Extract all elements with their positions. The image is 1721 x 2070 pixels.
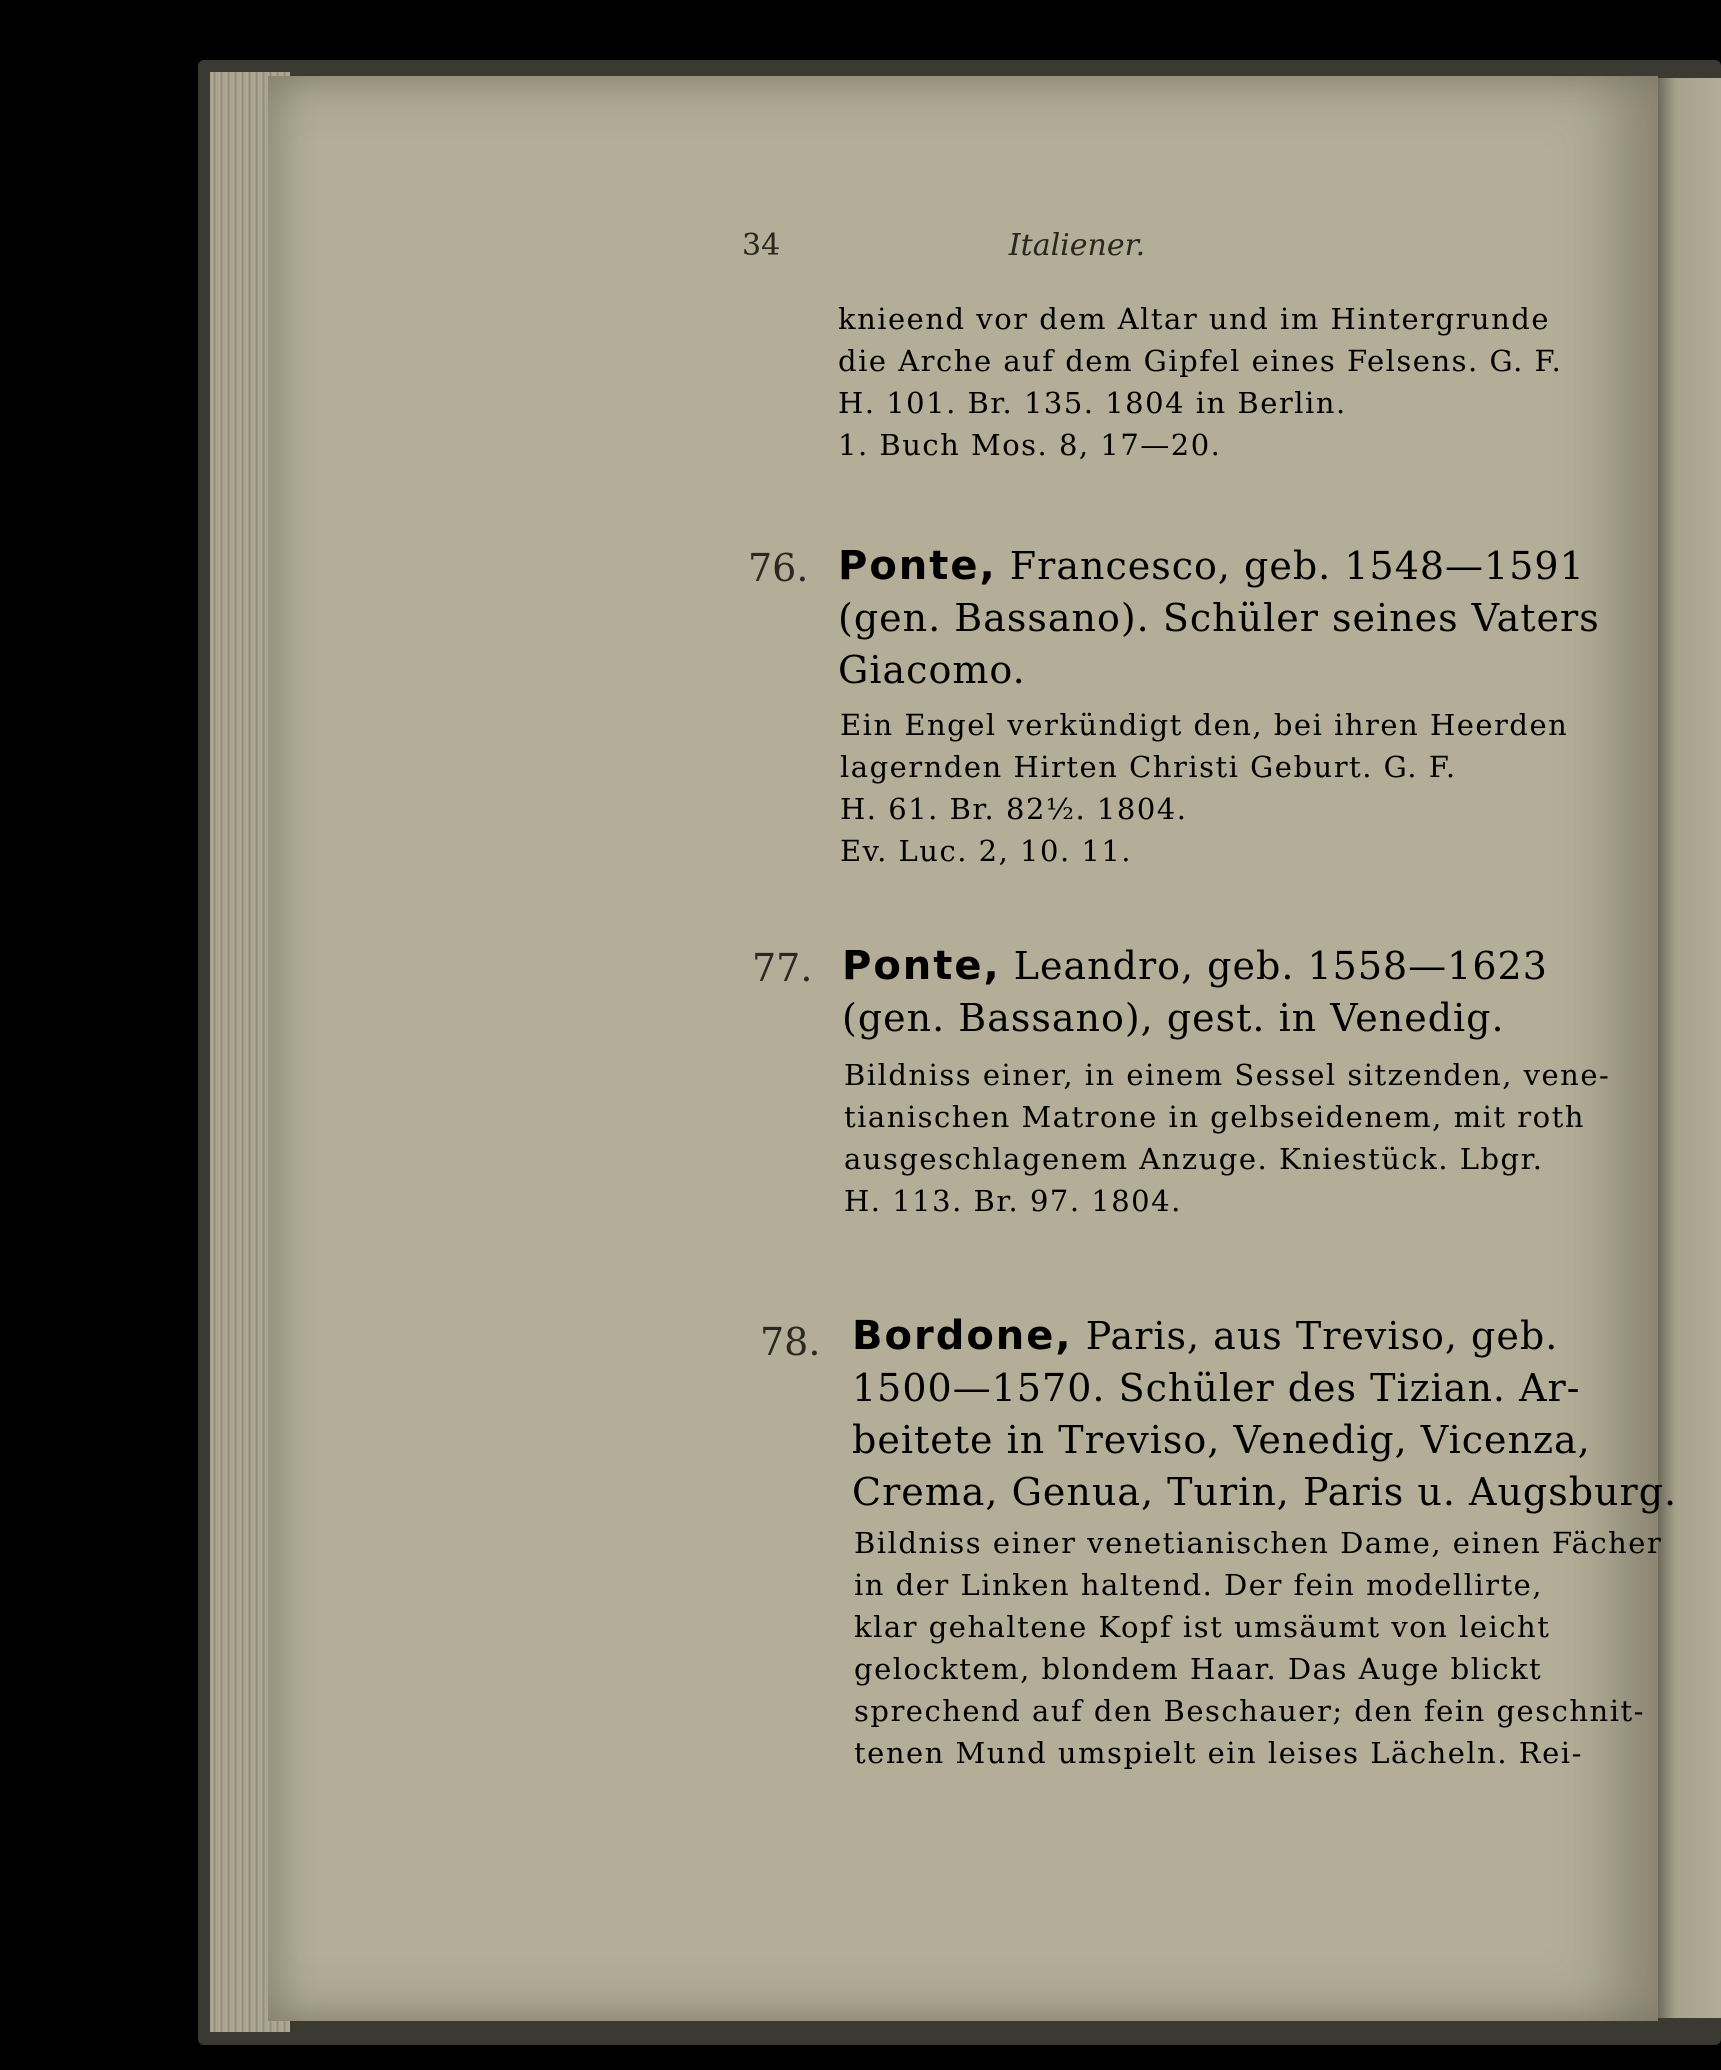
text-line: ausgeschlagenem Anzuge. Kniestück. Lbgr. bbox=[844, 1142, 1544, 1176]
heading-line: (gen. Bassano), gest. in Venedig. bbox=[842, 996, 1505, 1040]
artist-name: Bordone, bbox=[852, 1313, 1073, 1359]
text-line: H. 61. Br. 82½. 1804. bbox=[840, 792, 1188, 826]
text-line: gelocktem, blondem Haar. Das Auge blickt bbox=[854, 1652, 1543, 1686]
text-line: tianischen Matrone in gelbseidenem, mit roth bbox=[844, 1100, 1585, 1134]
entry-description bbox=[840, 704, 1568, 872]
text-line: Ev. Luc. 2, 10. 11. bbox=[840, 834, 1133, 868]
text-line: knieend vor dem Altar und im Hintergrunde bbox=[838, 302, 1550, 336]
artist-name: Ponte, bbox=[838, 543, 997, 589]
entry-heading bbox=[852, 1310, 1677, 1518]
text-line: klar gehaltene Kopf ist umsäumt von leicht bbox=[854, 1610, 1551, 1644]
entry-heading bbox=[842, 940, 1548, 1044]
heading-first-line: Francesco, geb. 1548—1591 bbox=[996, 544, 1585, 588]
entry-number: 78. bbox=[760, 1320, 821, 1364]
artist-name: Ponte, bbox=[842, 943, 1001, 989]
facing-page-edge bbox=[1658, 78, 1721, 2018]
heading-first-line: Paris, aus Treviso, geb. bbox=[1072, 1314, 1559, 1358]
text-line: in der Linken haltend. Der fein modellirte, bbox=[854, 1568, 1544, 1602]
heading-line: 1500—1570. Schüler des Tizian. Ar- bbox=[852, 1366, 1581, 1410]
text-line: 1. Buch Mos. 8, 17—20. bbox=[838, 428, 1222, 462]
text-line: sprechend auf den Beschauer; den fein geschnit- bbox=[854, 1694, 1645, 1728]
running-title: Italiener. bbox=[1008, 228, 1146, 263]
text-line: H. 113. Br. 97. 1804. bbox=[844, 1184, 1182, 1218]
heading-line: (gen. Bassano). Schüler seines Vaters bbox=[838, 596, 1600, 640]
heading-line: beitete in Treviso, Venedig, Vicenza, bbox=[852, 1418, 1591, 1462]
page-number: 34 bbox=[742, 228, 781, 263]
entry-description bbox=[854, 1522, 1662, 1774]
entry-description bbox=[844, 1054, 1610, 1222]
entry-number: 77. bbox=[752, 946, 813, 990]
continuation-text bbox=[838, 298, 1562, 466]
text-line: Ein Engel verkündigt den, bei ihren Heerden bbox=[840, 708, 1569, 742]
text-line: tenen Mund umspielt ein leises Lächeln. Rei- bbox=[854, 1736, 1583, 1770]
entry-number: 76. bbox=[748, 546, 809, 590]
entry-heading bbox=[838, 540, 1600, 696]
heading-line: Giacomo. bbox=[838, 648, 1026, 692]
text-line: Bildniss einer, in einem Sessel sitzenden, vene- bbox=[844, 1058, 1611, 1092]
text-line: Bildniss einer venetianischen Dame, einen Fächer bbox=[854, 1526, 1663, 1560]
text-line: die Arche auf dem Gipfel eines Felsens. G. F. bbox=[838, 344, 1563, 378]
heading-line: Crema, Genua, Turin, Paris u. Augsburg. bbox=[852, 1470, 1678, 1514]
text-line: lagernden Hirten Christi Geburt. G. F. bbox=[840, 750, 1457, 784]
heading-first-line: Leandro, geb. 1558—1623 bbox=[1000, 944, 1548, 988]
running-head bbox=[742, 228, 1262, 268]
text-line: H. 101. Br. 135. 1804 in Berlin. bbox=[838, 386, 1347, 420]
